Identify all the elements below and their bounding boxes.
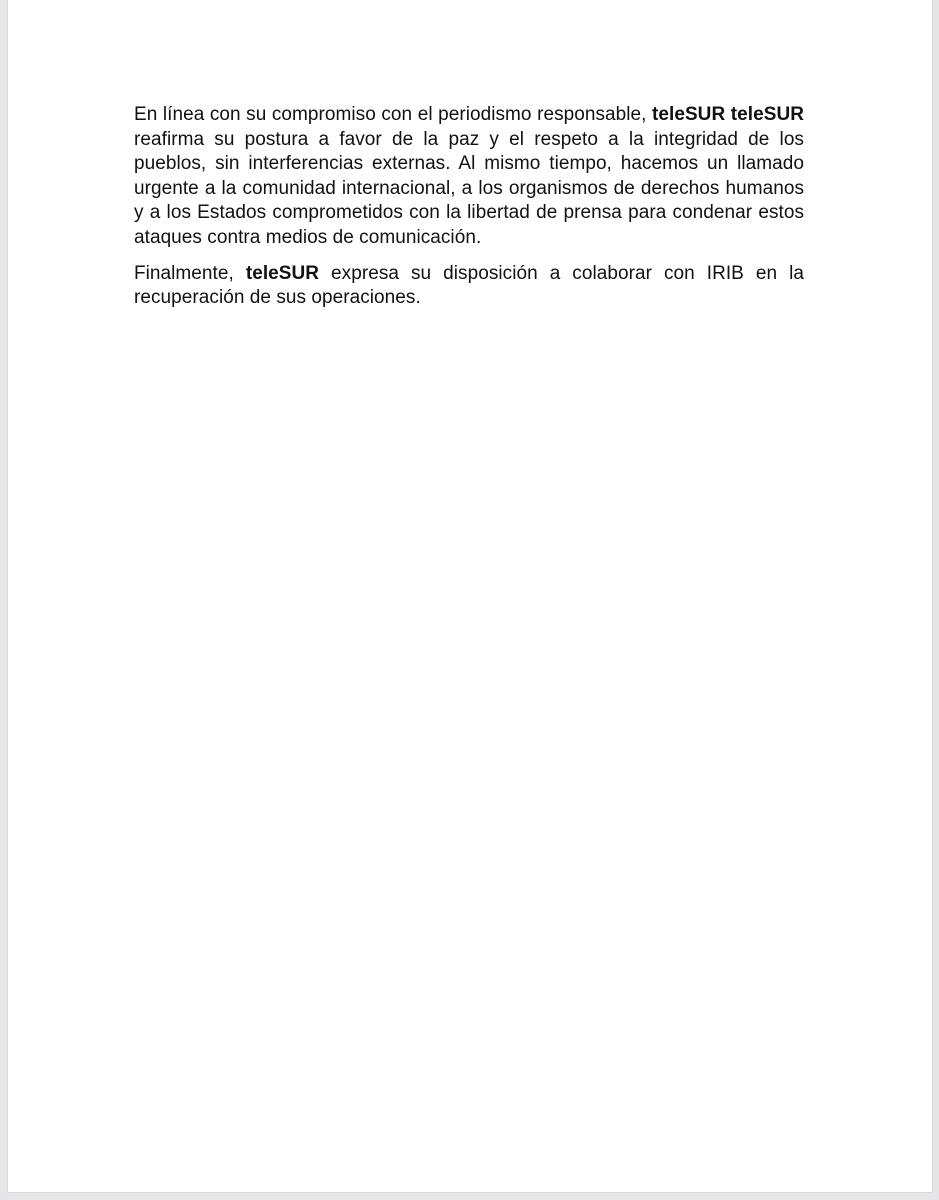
paragraph-text: expresa su disposición a colaborar con IRIB en la recuperación de sus operaciones. [134, 262, 805, 309]
paragraph-text: En línea con su compromiso con el periodismo responsable, [134, 104, 653, 125]
brand-name: teleSUR [730, 104, 804, 125]
paragraph-text: reafirma su postura a favor de la paz y el respeto a la integridad de los pueblos, sin interferencias externas. Al mismo tiempo, hacemos un llamado urgente a la comunidad internacional, a los organismos de derechos humanos y a los Estados comprometidos con la libertad de prensa para condenar estos ataques contra medios de comunicación. [134, 128, 804, 248]
paragraph-closing [134, 262, 804, 311]
document-body [134, 103, 804, 322]
paragraph-text: Finalmente, [134, 262, 246, 284]
brand-name: teleSUR [245, 262, 320, 284]
brand-name: teleSUR [652, 104, 726, 125]
document-page [8, 0, 932, 1192]
paragraph-commitment [134, 103, 804, 251]
